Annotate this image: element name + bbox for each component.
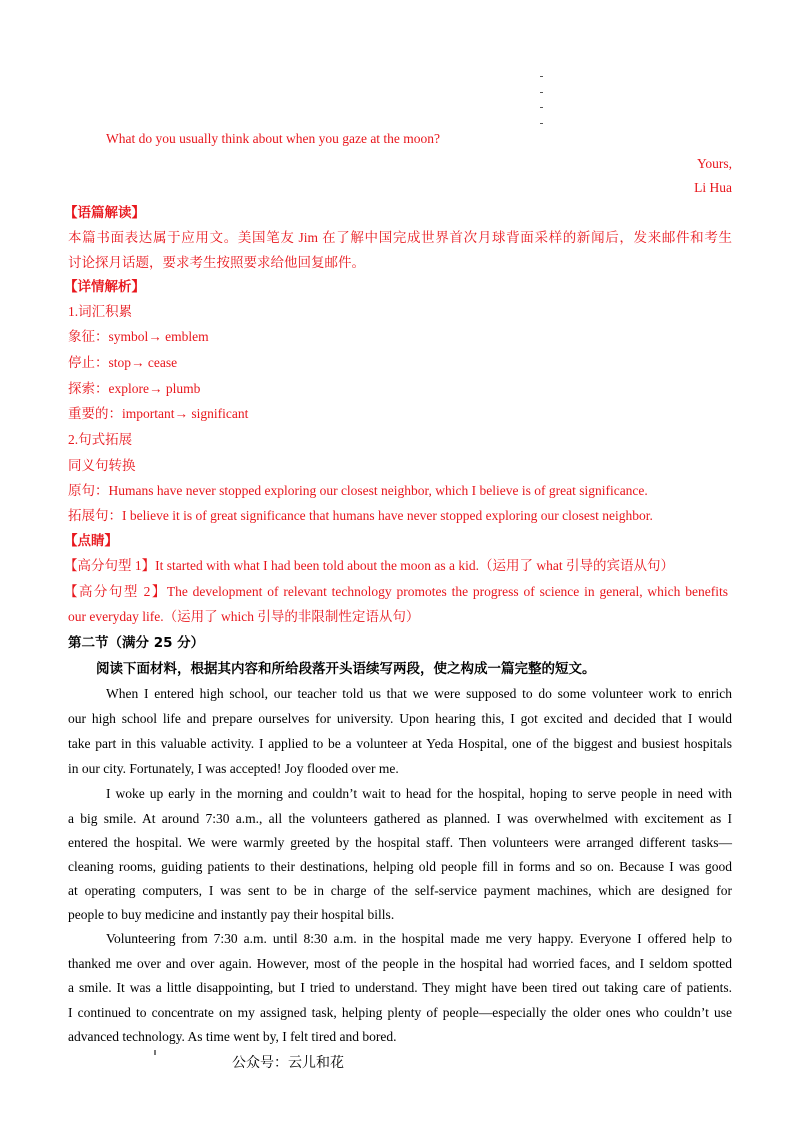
story-line: at operating computers, I was sent to be in charge of the self-service payment machines, which are designed for (68, 883, 732, 898)
vocab-title: 1.词汇积累 (68, 304, 133, 319)
story-line: our high school life and prepare ourselves for university. Upon hearing this, I got excited and decided that I would (68, 711, 732, 726)
sentence-title: 2.句式拓展 (68, 432, 133, 447)
extended-sentence: 拓展句：I believe it is of great significance that humans have never stopped exploring our closest neighbor. (68, 508, 653, 523)
story-line: advanced technology. As time went by, I felt tired and bored. (68, 1029, 397, 1044)
letter-closing: Yours, (696, 156, 732, 171)
section-instruction: 阅读下面材料，根据其内容和所给段落开头语续写两段，使之构成一篇完整的短文。 (96, 661, 596, 677)
comments-heading: 【点睛】 (64, 533, 118, 548)
story-line: When I entered high school, our teacher told us that we were supposed to do some volunteer work to enrich (106, 686, 732, 701)
footer-watermark: 公众号：云儿和花 (232, 1055, 344, 1071)
high-score-pattern-1: 【高分句型 1】It started with what I had been told about the moon as a kid.（运用了 what 引导的宾语从句） (64, 558, 675, 573)
passage-interpretation-text: 本篇书面表达属于应用文。美国笔友 Jim 在了解中国完成世界首次月球背面采样的新闻后，发来邮件和考生 (68, 230, 732, 245)
vocab-item: 探索：explore→ plumb (68, 381, 201, 396)
story-line: thanked me over and over again. However, most of the people in the hospital had worried faces, and I seldom spotted (68, 956, 732, 971)
story-line: I woke up early in the morning and couldn’t wait to head for the hospital, hoping to serve people in need with (106, 786, 732, 801)
section-title: 第二节（满分 25 分） (68, 635, 205, 651)
story-line: cleaning rooms, guiding patients to their destinations, helping old people fill in forms and so on. Because I was good (68, 859, 732, 874)
footer-mark (154, 1050, 156, 1055)
vocab-item: 停止：stop→ cease (68, 355, 178, 370)
story-line: a big smile. At around 7:30 a.m., all the volunteers gathered as planned. I was overwhelmed with excitement as I (68, 811, 732, 826)
decorative-dot (540, 107, 543, 108)
sentence-subtitle: 同义句转换 (68, 458, 136, 473)
decorative-dot (540, 92, 543, 93)
passage-interpretation-text: 讨论探月话题，要求考生按照要求给他回复邮件。 (68, 255, 365, 270)
high-score-pattern-2: our everyday life.（运用了 which 引导的非限制性定语从句） (68, 609, 420, 624)
story-line: in our city. Fortunately, I was accepted! Joy flooded over me. (68, 761, 399, 776)
story-line: people to buy medicine and instantly pay their hospital bills. (68, 907, 395, 922)
analysis-heading: 【详情解析】 (64, 279, 145, 294)
letter-signature: Li Hua (694, 180, 732, 195)
letter-question: What do you usually think about when you gaze at the moon? (106, 131, 441, 146)
passage-interpretation-heading: 【语篇解读】 (64, 205, 145, 220)
story-line: I continued to concentrate on my assigned task, helping plenty of people—especially the older ones who couldn’t use (68, 1005, 732, 1020)
vocab-item: 象征：symbol→ emblem (68, 329, 209, 344)
story-line: Volunteering from 7:30 a.m. until 8:30 a.m. in the hospital made me very happy. Everyone I offered help to (106, 931, 732, 946)
decorative-dot (540, 76, 543, 77)
vocab-item: 重要的：important→ significant (68, 406, 249, 421)
story-line: take part in this valuable activity. I applied to be a volunteer at Yeda Hospital, one of the biggest and busiest hospitals (68, 736, 732, 751)
decorative-dot (540, 123, 543, 124)
story-line: a smile. It was a little disappointing, but I tried to understand. They might have been tired out taking care of patients. (68, 980, 732, 995)
high-score-pattern-2: 【高分句型 2】The development of relevant technology promotes the progress of science in general, which benefits (64, 584, 728, 599)
original-sentence: 原句：Humans have never stopped exploring our closest neighbor, which I believe is of great significance. (68, 483, 648, 498)
story-line: entered the hospital. We were warmly greeted by the hospital staff. Then volunteers were arranged different tasks— (68, 835, 732, 850)
